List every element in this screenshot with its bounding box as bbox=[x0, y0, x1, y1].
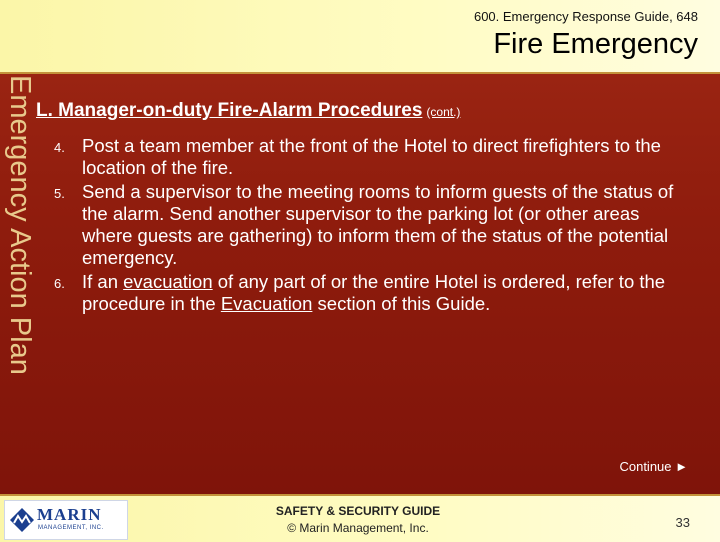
logo-subtext: MANAGEMENT, INC. bbox=[38, 525, 104, 531]
page-title: Fire Emergency bbox=[493, 28, 698, 60]
vertical-side-label: Emergency Action Plan bbox=[4, 75, 36, 375]
section-heading bbox=[36, 100, 460, 122]
section-heading-suffix: (cont.) bbox=[426, 105, 461, 119]
list-item-text: Send a supervisor to the meeting rooms to inform guests of the status of the alarm. Send another supervisor to the parking lot (or other areas where guests are gathering) to inform them of the status of the potential emergency. bbox=[82, 181, 674, 268]
list-item-text: Post a team member at the front of the Hotel to direct firefighters to the location of the fire. bbox=[82, 135, 661, 178]
slide-header bbox=[0, 0, 720, 74]
list-item bbox=[54, 135, 694, 179]
logo-emblem-icon bbox=[9, 507, 35, 533]
list-item bbox=[54, 181, 694, 269]
guide-title: SAFETY & SECURITY GUIDE bbox=[275, 504, 441, 518]
slide-footer bbox=[0, 494, 720, 542]
list-item-number: 6. bbox=[54, 276, 65, 291]
page-number: 33 bbox=[675, 515, 690, 530]
list-item-number: 4. bbox=[54, 140, 65, 155]
list-item-text-before: If an bbox=[82, 271, 124, 292]
procedure-list bbox=[54, 135, 694, 317]
list-item-text-after: section of this Guide. bbox=[312, 293, 491, 314]
section-heading-text: L. Manager-on-duty Fire-Alarm Procedures bbox=[36, 100, 423, 121]
copyright-text: © Marin Management, Inc. bbox=[287, 521, 429, 535]
list-item-text-middle: of any part of or the entire Hotel is ordered, refer to the procedure in the bbox=[82, 271, 666, 314]
list-item bbox=[54, 271, 694, 315]
list-item-number: 5. bbox=[54, 186, 65, 201]
evacuation-section-link[interactable]: Evacuation bbox=[220, 293, 313, 314]
logo-brand-text: MARIN bbox=[37, 505, 102, 524]
continue-button[interactable]: Continue ► bbox=[619, 459, 688, 474]
company-logo bbox=[4, 500, 128, 540]
breadcrumb: 600. Emergency Response Guide, 648 bbox=[473, 9, 698, 24]
evacuation-link[interactable]: evacuation bbox=[123, 271, 213, 292]
